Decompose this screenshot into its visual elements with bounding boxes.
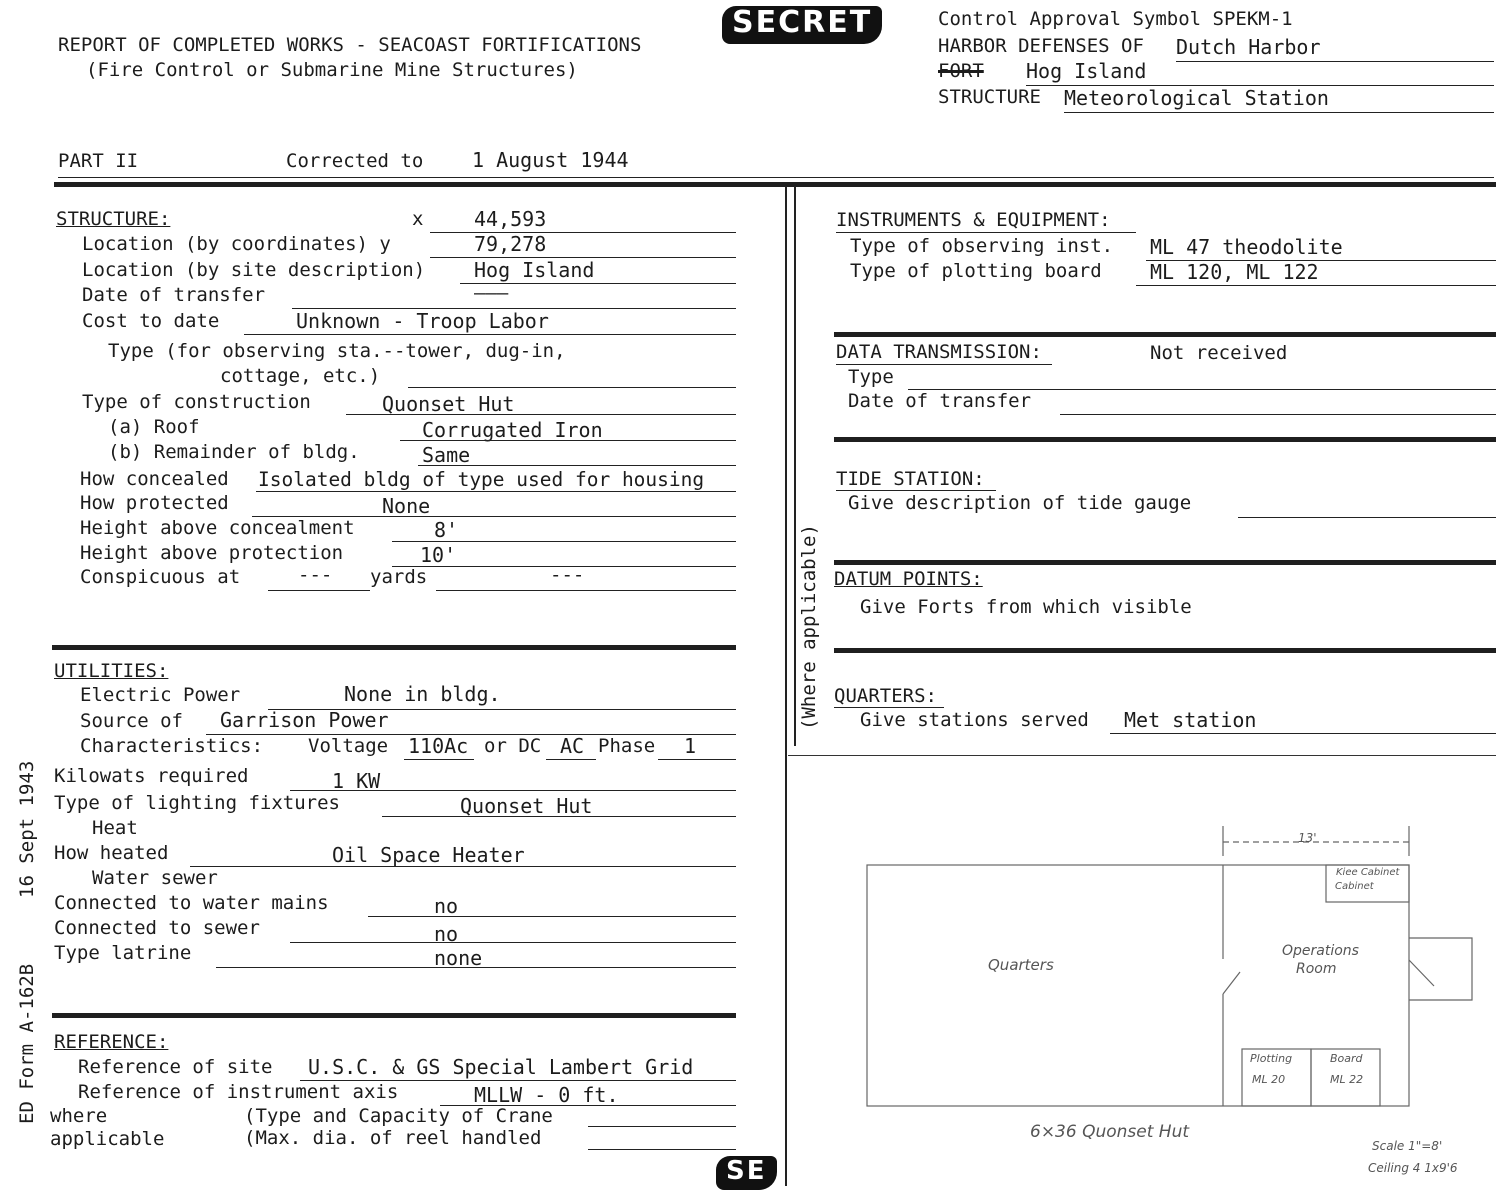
- height-concealment-label: Height above concealment: [80, 517, 355, 539]
- construction-value: Quonset Hut: [382, 392, 515, 416]
- scale-note: Scale 1"=8': [1372, 1139, 1443, 1153]
- heat-label: Heat: [92, 817, 138, 839]
- control-approval-symbol: Control Approval Symbol SPEKM-1: [938, 8, 1293, 30]
- water-sewer-label: Water sewer: [92, 867, 218, 889]
- concealed-label: How concealed: [80, 468, 229, 490]
- report-subtitle: (Fire Control or Submarine Mine Structures): [86, 59, 578, 81]
- utilities-heading: UTILITIES:: [54, 660, 169, 682]
- tide-gauge-label: Give description of tide gauge: [848, 492, 1192, 514]
- instruments-section-rule: [834, 332, 1496, 337]
- kilowatts-underline: [290, 790, 736, 791]
- location-site-label: Location (by site description): [82, 259, 426, 281]
- door-swing-right: [1409, 960, 1434, 986]
- voltage-underline: [404, 759, 474, 760]
- concealed-value: Isolated bldg of type used for housing: [258, 468, 705, 491]
- characteristics-label: Characteristics:: [80, 735, 264, 757]
- column-divider-inner: [794, 186, 796, 746]
- kilowatts-label: Kilowats required: [54, 765, 249, 787]
- hut-caption: 6×36 Quonset Hut: [1030, 1122, 1190, 1142]
- source-label: Source of: [80, 710, 183, 732]
- board-label: Board: [1330, 1052, 1363, 1065]
- site-reference-value: U.S.C. & GS Special Lambert Grid: [308, 1055, 694, 1079]
- tide-station-underline: [836, 490, 996, 491]
- source-underline: [206, 734, 736, 735]
- lighting-label: Type of lighting fixtures: [54, 792, 340, 814]
- or-dc-label: or DC: [484, 735, 542, 757]
- report-title: REPORT OF COMPLETED WORKS - SEACOAST FORTIFICATIONS: [58, 34, 642, 56]
- data-transmission-underline: [836, 364, 1052, 365]
- quarters-underline: [834, 707, 944, 708]
- structure-value: Meteorological Station: [1064, 86, 1329, 110]
- phase-underline: [658, 759, 736, 760]
- form-id: ED Form A-162B: [16, 963, 38, 1124]
- cost-value: Unknown - Troop Labor: [296, 309, 549, 333]
- voltage-value: 110Ac: [408, 734, 469, 758]
- water-mains-value: no: [434, 894, 459, 918]
- instruments-heading-underline: [836, 232, 1136, 233]
- dc-underline: [546, 759, 596, 760]
- kilowatts-value: 1 KW: [332, 769, 381, 793]
- transmission-type-label: Type: [848, 366, 894, 388]
- phase-label: Phase: [598, 735, 656, 757]
- roof-label: (a) Roof: [108, 416, 200, 438]
- sewer-underline: [290, 942, 736, 943]
- harbor-label: HARBOR DEFENSES OF: [938, 35, 1144, 57]
- reel-underline: [588, 1149, 736, 1150]
- location-site-value: Hog Island: [474, 258, 595, 282]
- secret-stamp-bottom: SE: [716, 1156, 777, 1190]
- data-transmission-status: Not received: [1150, 342, 1288, 364]
- structure-section-rule: [52, 645, 736, 650]
- heated-underline: [190, 866, 736, 867]
- heated-label: How heated: [54, 842, 169, 864]
- ceiling-note: Ceiling 4 1x9'6: [1368, 1161, 1458, 1175]
- where-applicable-note: (Where applicable): [798, 524, 820, 730]
- operations-room-label-2: Room: [1296, 961, 1337, 977]
- type-underline: [408, 387, 736, 388]
- construction-underline: [346, 414, 736, 415]
- heated-value: Oil Space Heater: [332, 843, 525, 867]
- protected-label: How protected: [80, 492, 229, 514]
- header-rule: [54, 182, 1496, 187]
- observing-inst-value: ML 47 theodolite: [1150, 235, 1343, 259]
- type-label-2: cottage, etc.): [220, 365, 381, 387]
- conspicuous-label: Conspicuous at: [80, 566, 241, 588]
- plotting-board-label: Type of plotting board: [850, 260, 1102, 282]
- latrine-label: Type latrine: [54, 942, 192, 964]
- yards-underline: [436, 590, 736, 591]
- remainder-underline: [418, 465, 736, 466]
- cost-label: Cost to date: [82, 310, 220, 332]
- where-label: where: [50, 1105, 108, 1127]
- plan-top-rule: [788, 755, 1496, 756]
- sewer-value: no: [434, 922, 459, 946]
- electric-value: None in bldg.: [344, 682, 501, 706]
- secret-stamp: SECRET: [722, 6, 882, 44]
- observing-inst-label: Type of observing inst.: [850, 235, 1114, 257]
- structure-label: STRUCTURE: [938, 86, 1041, 108]
- transfer-value: ———: [474, 282, 509, 304]
- height-concealment-underline: [392, 541, 736, 542]
- lighting-underline: [382, 816, 736, 817]
- fort-value: Hog Island: [1026, 59, 1147, 83]
- dimension-label: 13': [1298, 831, 1317, 845]
- utilities-section-rule: [52, 1013, 736, 1018]
- cabinet-label: Kiee Cabinet: [1336, 867, 1400, 878]
- stations-served-label: Give stations served: [860, 709, 1089, 731]
- concealed-underline: [256, 491, 736, 492]
- structure-heading: STRUCTURE:: [56, 208, 171, 230]
- height-protection-value: 10': [420, 543, 457, 567]
- data-transmission-heading: DATA TRANSMISSION:: [836, 341, 1042, 363]
- instrument-axis-value: MLLW - 0 ft.: [474, 1083, 619, 1107]
- yards-value: ---: [550, 564, 585, 586]
- plotting-board-underline: [1136, 285, 1496, 286]
- instrument-axis-label: Reference of instrument axis: [78, 1081, 399, 1103]
- instruments-heading: INSTRUMENTS & EQUIPMENT:: [836, 209, 1111, 231]
- remainder-value: Same: [422, 443, 471, 467]
- water-mains-underline: [368, 916, 736, 917]
- roof-value: Corrugated Iron: [422, 418, 603, 442]
- datum-section-rule: [834, 648, 1496, 653]
- harbor-value: Dutch Harbor: [1176, 35, 1321, 59]
- water-mains-label: Connected to water mains: [54, 892, 329, 914]
- quarters-room-label: Quarters: [988, 956, 1054, 974]
- sewer-label: Connected to sewer: [54, 917, 260, 939]
- transmission-transfer-label: Date of transfer: [848, 390, 1032, 412]
- voltage-label: Voltage: [308, 735, 389, 757]
- stations-served-underline: [1110, 733, 1496, 734]
- cost-underline: [244, 334, 736, 335]
- height-protection-label: Height above protection: [80, 542, 344, 564]
- x-coordinate-label: x: [412, 208, 424, 230]
- transfer-label: Date of transfer: [82, 284, 266, 306]
- crane-label: (Type and Capacity of Crane: [244, 1105, 553, 1127]
- height-concealment-value: 8': [434, 518, 459, 542]
- latrine-underline: [216, 967, 736, 968]
- conspicuous-underline: [268, 590, 370, 591]
- quarters-heading: QUARTERS:: [834, 685, 937, 707]
- datum-forts-label: Give Forts from which visible: [860, 596, 1192, 618]
- cabinet-label-2: Cabinet: [1335, 881, 1374, 892]
- plotting-number: ML 20: [1252, 1073, 1286, 1086]
- harbor-underline: [1176, 61, 1494, 62]
- corrected-label: Corrected to: [286, 150, 424, 172]
- applicable-label: applicable: [50, 1128, 165, 1150]
- structure-underline: [1064, 112, 1494, 113]
- transmission-section-rule: [834, 437, 1496, 442]
- fort-label: FORT: [938, 60, 984, 82]
- latrine-value: none: [434, 946, 483, 970]
- part-underline: [58, 177, 1494, 178]
- corrected-date: 1 August 1944: [472, 148, 629, 172]
- site-reference-label: Reference of site: [78, 1056, 273, 1078]
- reference-heading: REFERENCE:: [54, 1031, 169, 1053]
- datum-points-heading: DATUM POINTS:: [834, 568, 983, 590]
- stations-served-value: Met station: [1124, 708, 1257, 732]
- construction-label: Type of construction: [82, 391, 311, 413]
- door-swing-left: [1223, 972, 1240, 994]
- plotting-board-value: ML 120, ML 122: [1150, 260, 1319, 284]
- yards-label: yards: [370, 566, 428, 588]
- phase-value: 1: [684, 734, 697, 758]
- hut-outline: [867, 865, 1409, 1106]
- operations-room-label: Operations: [1282, 943, 1359, 959]
- lighting-value: Quonset Hut: [460, 794, 593, 818]
- x-coordinate-value: 44,593: [474, 207, 547, 231]
- form-date: 16 Sept 1943: [16, 760, 38, 898]
- tide-gauge-underline: [1238, 517, 1496, 518]
- part-label: PART II: [58, 150, 139, 172]
- reel-label: (Max. dia. of reel handled: [244, 1127, 542, 1149]
- conspicuous-value: ---: [298, 564, 333, 586]
- dc-value: AC: [560, 734, 585, 758]
- transmission-transfer-underline: [1060, 414, 1496, 415]
- type-label: Type (for observing sta.--tower, dug-in,: [108, 340, 566, 362]
- tide-station-heading: TIDE STATION:: [836, 468, 985, 490]
- board-number: ML 22: [1330, 1073, 1364, 1086]
- roof-underline: [400, 440, 736, 441]
- electric-label: Electric Power: [80, 684, 241, 706]
- crane-underline: [588, 1126, 736, 1127]
- protected-value: None: [382, 494, 431, 518]
- column-divider: [785, 186, 787, 1186]
- remainder-label: (b) Remainder of bldg.: [108, 441, 360, 463]
- location-coords-label: Location (by coordinates) y: [82, 233, 391, 255]
- plotting-label: Plotting: [1250, 1052, 1293, 1065]
- source-value: Garrison Power: [220, 708, 389, 732]
- y-coordinate-value: 79,278: [474, 232, 547, 256]
- tide-section-rule: [834, 560, 1496, 565]
